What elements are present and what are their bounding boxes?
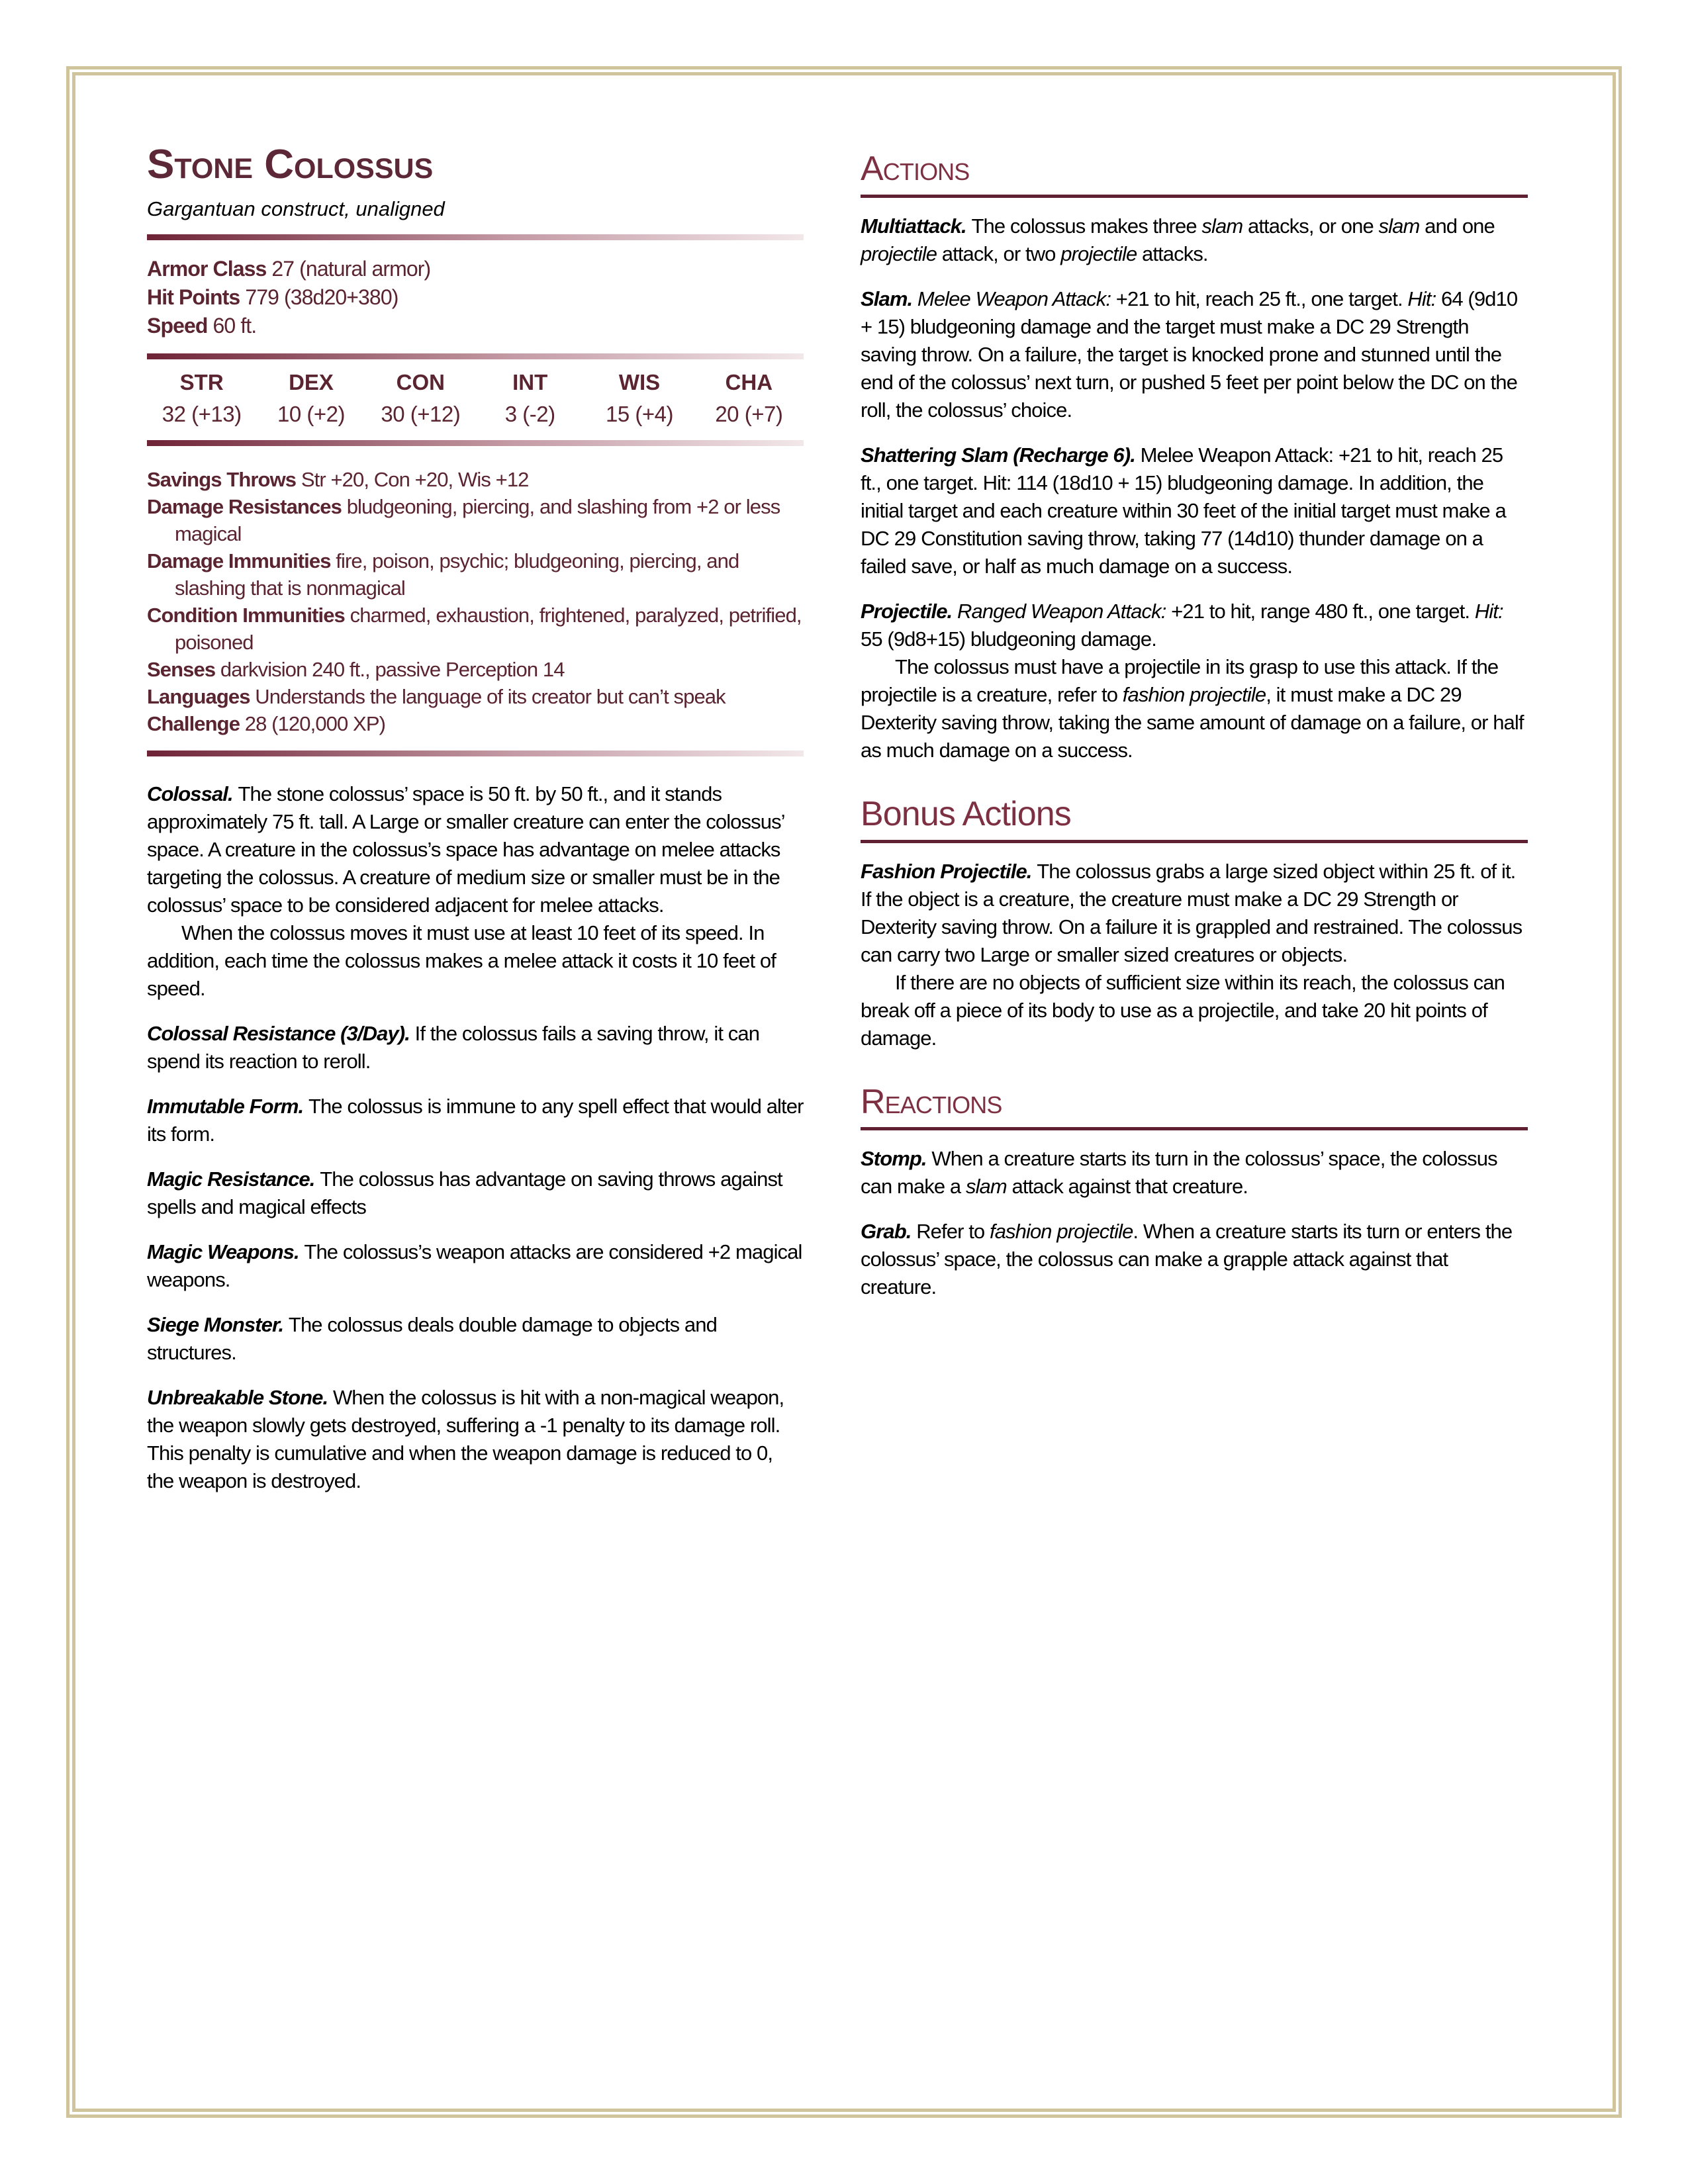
core-stats <box>147 255 804 340</box>
actions-paragraph: The colossus must have a projectile in its grasp to use this attack. If the projectile is a creature, refer to fashion projectile, it must make a DC 29 Dexterity saving throw, taking the same amount of damage on a failure, or half as much damage on a success. <box>861 655 1524 762</box>
trait-paragraph: Colossal Resistance (3/Day). If the colossus fails a saving throw, it can spend its reaction to reroll. <box>147 1022 760 1073</box>
ability-column-cha <box>694 370 804 427</box>
actions-paragraph: Multiattack. The colossus makes three slam attacks, or one slam and one projectile attack, or two projectile attacks. <box>861 214 1495 265</box>
trait-paragraph: Magic Resistance. The colossus has advantage on saving throws against spells and magical effects <box>147 1167 782 1218</box>
ability-column-wis <box>585 370 694 427</box>
trait-paragraph: Colossal. The stone colossus’ space is 50 ft. by 50 ft., and it stands approximately 75 ft. tall. A Large or smaller creature can enter the colossus’ space. A creature in the colossus’s space has advantage on melee attacks targeting the colossus. A creature of medium size or smaller must be in the colossus’ space to be considered adjacent for melee attacks. <box>147 782 784 917</box>
left-column <box>147 144 804 1495</box>
ability-name: INT <box>512 370 548 394</box>
ability-name: DEX <box>289 370 334 394</box>
reactions-paragraph: Stomp. When a creature starts its turn in the colossus’ space, the colossus can make a slam attack against that creature. <box>861 1147 1497 1199</box>
ability-name: CHA <box>725 370 773 394</box>
trait-paragraph: Siege Monster. The colossus deals double damage to objects and structures. <box>147 1313 717 1364</box>
ability-column-dex <box>256 370 365 427</box>
actions-paragraph: Slam. Melee Weapon Attack: +21 to hit, reach 25 ft., one target. Hit: 64 (9d10 + 15) bludgeoning damage and the target must make a DC 29 Strength saving throw. On a failure, the target is knocked prone and stunned until the end of the colossus’ next turn, or pushed 5 feet per point below the DC on the roll, the colossus’ choice. <box>861 287 1518 422</box>
armor-class-line: Armor Class 27 (natural armor) <box>147 257 431 281</box>
ability-score: 15 (+4) <box>606 402 673 426</box>
ability-name: STR <box>179 370 224 394</box>
trait-paragraph: Magic Weapons. The colossus’s weapon attacks are considered +2 magical weapons. <box>147 1240 802 1291</box>
hit-points-line: Hit Points 779 (38d20+380) <box>147 285 399 309</box>
actions-paragraph: Shattering Slam (Recharge 6). Melee Weapon Attack: +21 to hit, reach 25 ft., one target. Hit: 114 (18d10 + 15) bludgeoning damage. In addition, the initial target and each creature within 30 feet of the initial target must make a DC 29 Constitution saving throw, taking 77 (14d10) thunder damage on a failed save, or half as much damage on a success. <box>861 443 1506 578</box>
right-column <box>861 150 1528 1301</box>
ability-column-con <box>366 370 475 427</box>
attribute-list <box>147 466 804 737</box>
ability-score: 30 (+12) <box>381 402 461 426</box>
section-heading-reactions: Reactions <box>861 1083 1528 1131</box>
actions-paragraph: Projectile. Ranged Weapon Attack: +21 to hit, range 480 ft., one target. Hit: 55 (9d8+15) bludgeoning damage. <box>861 599 1503 651</box>
tapered-rule <box>147 751 804 756</box>
speed-line: Speed 60 ft. <box>147 314 257 338</box>
reactions-paragraph: Grab. Refer to fashion projectile. When a creature starts its turn or enters the colossus’ space, the colossus can make a grapple attack against that creature. <box>861 1220 1513 1299</box>
ability-score: 10 (+2) <box>277 402 345 426</box>
section-bonus-actions-paragraphs <box>861 858 1528 1052</box>
challenge-line: Challenge 28 (120,000 XP) <box>147 712 386 735</box>
trait-paragraph: Immutable Form. The colossus is immune to any spell effect that would alter its form. <box>147 1095 804 1146</box>
tapered-rule <box>147 353 804 359</box>
ability-score: 32 (+13) <box>162 402 242 426</box>
ability-name: CON <box>396 370 445 394</box>
ability-name: WIS <box>618 370 661 394</box>
ability-table <box>147 370 804 427</box>
ability-score: 3 (-2) <box>504 402 555 426</box>
damage-immunities-line: Damage Immunities fire, poison, psychic; bludgeoning, piercing, and slashing that is nonmagical <box>147 549 739 600</box>
section-heading-bonus-actions: Bonus Actions <box>861 795 1528 843</box>
ability-column-int <box>475 370 585 427</box>
ability-score: 20 (+7) <box>715 402 783 426</box>
creature-name: Stone Colossus <box>147 142 434 187</box>
bonus-actions-paragraph: If there are no objects of sufficient size within its reach, the colossus can break off a piece of its body to use as a projectile, and take 20 hit points of damage. <box>861 970 1505 1050</box>
tapered-rule <box>147 234 804 240</box>
section-actions-paragraphs <box>861 212 1528 764</box>
traits <box>147 780 804 1495</box>
section-heading-actions: Actions <box>861 150 1528 198</box>
trait-paragraph: When the colossus moves it must use at least 10 feet of its speed. In addition, each time the colossus makes a melee attack it costs it 10 feet of speed. <box>147 921 776 1000</box>
senses-line: Senses darkvision 240 ft., passive Perception 14 <box>147 658 565 681</box>
creature-type: Gargantuan construct, unaligned <box>147 197 445 220</box>
bonus-actions-paragraph: Fashion Projectile. The colossus grabs a large sized object within 25 ft. of it. If the object is a creature, the creature must make a DC 29 Strength or Dexterity saving throw. On a failure it is grappled and restrained. The colossus can carry two Large or smaller sized creatures or objects. <box>861 859 1523 966</box>
section-reactions-paragraphs <box>861 1145 1528 1301</box>
condition-immunities-line: Condition Immunities charmed, exhaustion, frightened, paralyzed, petrified, poisoned <box>147 604 802 654</box>
trait-paragraph: Unbreakable Stone. When the colossus is hit with a non-magical weapon, the weapon slowly gets destroyed, suffering a -1 penalty to its damage roll. This penalty is cumulative and when the weapon damage is reduced to 0, the weapon is destroyed. <box>147 1386 784 1492</box>
damage-resistances-line: Damage Resistances bludgeoning, piercing, and slashing from +2 or less magical <box>147 495 780 545</box>
languages-line: Languages Understands the language of its creator but can’t speak <box>147 685 726 708</box>
ability-column-str <box>147 370 256 427</box>
saving-throws-line: Savings Throws Str +20, Con +20, Wis +12 <box>147 468 529 491</box>
tapered-rule <box>147 440 804 446</box>
